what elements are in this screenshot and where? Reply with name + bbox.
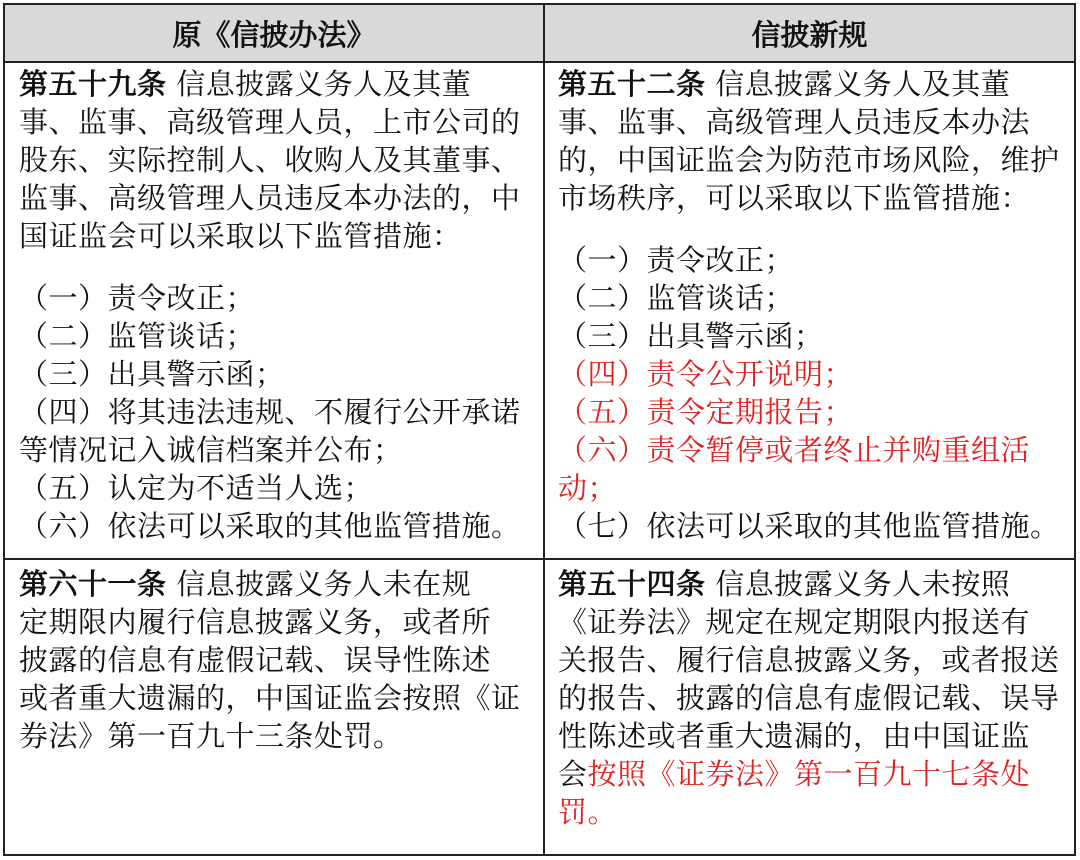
highlighted-item: （五）责令定期报告； (558, 395, 854, 429)
highlighted-text: 罚。 (558, 795, 618, 829)
article-line (19, 565, 539, 603)
article-text: 信息披露义务人及其董 (176, 67, 472, 101)
row-divider (5, 558, 1074, 560)
article-text: 信息披露义务人及其董 (715, 67, 1011, 101)
text-line: 券法》第一百九十三条处罚。 (19, 719, 403, 753)
header-divider (5, 61, 1074, 63)
list-item: 等情况记入诚信档案并公布； (19, 433, 403, 467)
text-line: 定期限内履行信息披露义务，或者所 (19, 605, 492, 639)
row2-left-cell (19, 565, 539, 755)
text-fragment: 会 (558, 757, 588, 791)
text-line: 关报告、履行信息披露义务，或者报送 (558, 643, 1060, 677)
text-line: 披露的信息有虚假记载、误导性陈述 (19, 643, 492, 677)
list-item: （一）责令改正； (558, 243, 795, 277)
list-item: （三）出具警示函； (558, 319, 824, 353)
article-text: 信息披露义务人未在规 (176, 567, 472, 601)
highlighted-text: 按照《证券法》第一百九十七条处 (587, 757, 1031, 791)
column-divider (543, 5, 545, 854)
list-item: （二）监管谈话； (558, 281, 795, 315)
text-line (558, 755, 1070, 793)
highlighted-item: 动； (558, 471, 618, 505)
text-line: 事、监事、高级管理人员违反本办法 (558, 105, 1031, 139)
text-line: 或者重大遗漏的，中国证监会按照《证 (19, 681, 521, 715)
list-item: （三）出具警示函； (19, 357, 285, 391)
text-line: 性陈述或者重大遗漏的，由中国证监 (558, 719, 1031, 753)
text-line: 的报告、披露的信息有虚假记载、误导 (558, 681, 1060, 715)
list-item: （六）依法可以采取的其他监管措施。 (19, 509, 521, 543)
list-item: （七）依法可以采取的其他监管措施。 (558, 509, 1060, 543)
article-text: 信息披露义务人未按照 (715, 567, 1011, 601)
row1-left-cell (19, 65, 539, 545)
comparison-table (3, 3, 1076, 856)
text-line: 的，中国证监会为防范市场风险，维护 (558, 143, 1060, 177)
article-number: 第五十九条 (19, 67, 167, 101)
header-left: 原《信披办法》 (172, 17, 376, 52)
list-item: （二）监管谈话； (19, 319, 256, 353)
article-number: 第五十二条 (558, 67, 706, 101)
text-line: 股东、实际控制人、收购人及其董事、 (19, 143, 521, 177)
text-line: 监事、高级管理人员违反本办法的，中 (19, 181, 521, 215)
text-line: 《证券法》规定在规定期限内报送有 (558, 605, 1031, 639)
article-number: 第五十四条 (558, 567, 706, 601)
list-item: （一）责令改正； (19, 281, 256, 315)
row1-right-cell (558, 65, 1070, 545)
article-line (19, 65, 539, 103)
article-number: 第六十一条 (19, 567, 167, 601)
row2-right-cell (558, 565, 1070, 831)
list-item: （五）认定为不适当人选； (19, 471, 374, 505)
article-line (558, 65, 1070, 103)
article-line (558, 565, 1070, 603)
text-line: 国证监会可以采取以下监管措施： (19, 219, 462, 253)
header-right: 信披新规 (751, 17, 868, 52)
highlighted-item: （六）责令暂停或者终止并购重组活 (558, 433, 1031, 467)
highlighted-item: （四）责令公开说明； (558, 357, 854, 391)
list-item: （四）将其违法违规、不履行公开承诺 (19, 395, 521, 429)
text-line: 事、监事、高级管理人员，上市公司的 (19, 105, 521, 139)
text-line: 市场秩序，可以采取以下监管措施： (558, 181, 1031, 215)
